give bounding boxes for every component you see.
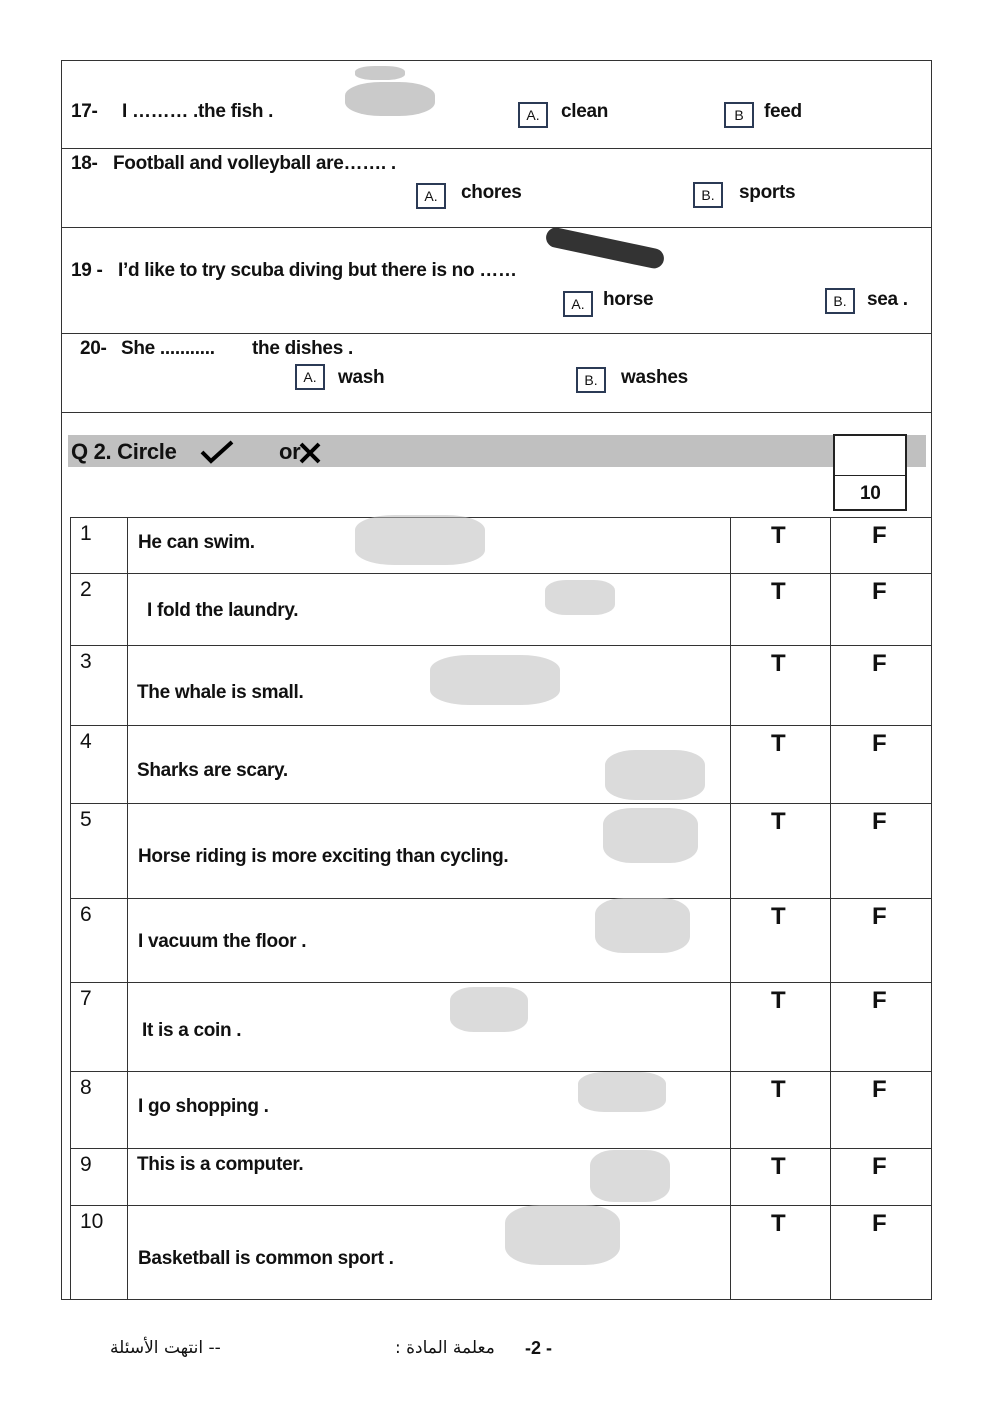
computer-image <box>590 1150 670 1202</box>
whale-image <box>430 655 560 705</box>
q20-option-a[interactable]: wash <box>338 367 385 388</box>
row-number: 9 <box>80 1153 92 1176</box>
vacuum-image <box>595 898 690 953</box>
true-option[interactable]: T <box>771 522 786 549</box>
q17-option-b-box[interactable]: B <box>724 102 754 128</box>
false-option[interactable]: F <box>872 650 887 677</box>
row-statement: Sharks are scary. <box>137 760 288 781</box>
q19-option-a[interactable]: horse <box>603 289 654 310</box>
true-option[interactable]: T <box>771 650 786 677</box>
row-divider <box>70 1148 932 1149</box>
false-option[interactable]: F <box>872 730 887 757</box>
score-value: 10 <box>860 483 881 504</box>
q18-number: 18- <box>71 153 98 174</box>
check-mark-icon <box>200 440 234 464</box>
q2-header-band <box>68 435 926 467</box>
false-option[interactable]: F <box>872 808 887 835</box>
col-divider <box>127 517 128 1300</box>
q17-stem: I ……… .the fish . <box>122 101 274 122</box>
col-divider <box>730 517 731 1300</box>
true-option[interactable]: T <box>771 578 786 605</box>
row-divider <box>70 645 932 646</box>
q20-stem-end: the dishes . <box>252 338 353 359</box>
shopping-image <box>578 1072 666 1112</box>
true-option[interactable]: T <box>771 808 786 835</box>
col-divider <box>830 517 831 1300</box>
row-divider <box>70 898 932 899</box>
q17-option-b[interactable]: feed <box>764 101 802 122</box>
q17-number: 17- <box>71 101 98 122</box>
row-number: 2 <box>80 578 92 601</box>
row-divider <box>70 803 932 804</box>
false-option[interactable]: F <box>872 1153 887 1180</box>
score-divider <box>835 475 905 476</box>
cross-mark-icon <box>299 442 321 464</box>
tf-table <box>70 517 932 1300</box>
row-statement: This is a computer. <box>137 1154 304 1175</box>
row-number: 4 <box>80 730 92 753</box>
fish-bowl-image <box>345 82 435 116</box>
row-divider <box>70 573 932 574</box>
false-option[interactable]: F <box>872 1076 887 1103</box>
row-number: 3 <box>80 650 92 673</box>
false-option[interactable]: F <box>872 987 887 1014</box>
basketball-image <box>505 1205 620 1265</box>
score-box <box>833 434 907 511</box>
footer-end-of-questions: -- انتهت الأسئلة <box>110 1338 221 1358</box>
row-statement: Horse riding is more exciting than cycling. <box>138 846 509 867</box>
true-option[interactable]: T <box>771 903 786 930</box>
q18-stem: Football and volleyball are……. . <box>113 153 396 174</box>
q19-stem: I’d like to try scuba diving but there is no …… <box>118 260 517 281</box>
shark-image <box>605 750 705 800</box>
q20-stem: She ........... <box>121 338 215 359</box>
true-option[interactable]: T <box>771 730 786 757</box>
q20-number: 20- <box>80 338 107 359</box>
q20-option-a-box[interactable]: A. <box>295 364 325 390</box>
row-number: 8 <box>80 1076 92 1099</box>
false-option[interactable]: F <box>872 578 887 605</box>
row-divider <box>70 1071 932 1072</box>
true-option[interactable]: T <box>771 1076 786 1103</box>
q18-option-b[interactable]: sports <box>739 182 796 203</box>
row-divider <box>70 982 932 983</box>
row-statement: It is a coin . <box>142 1020 242 1041</box>
row-divider <box>70 725 932 726</box>
q19-option-b-box[interactable]: B. <box>825 288 855 314</box>
false-option[interactable]: F <box>872 903 887 930</box>
horse-rider-image <box>603 808 698 863</box>
q19-number: 19 - <box>71 260 103 281</box>
row-number: 5 <box>80 808 92 831</box>
row-number: 10 <box>80 1210 104 1233</box>
footer-page-number: -2 - <box>525 1338 552 1358</box>
footer-teacher: معلمة المادة : <box>395 1338 495 1358</box>
q19-option-b[interactable]: sea . <box>867 289 908 310</box>
row-statement: Basketball is common sport . <box>138 1248 394 1269</box>
q2-or: or <box>279 439 301 464</box>
q18-option-a[interactable]: chores <box>461 182 522 203</box>
q17-option-a[interactable]: clean <box>561 101 609 122</box>
hand-image <box>355 66 405 80</box>
true-option[interactable]: T <box>771 987 786 1014</box>
row-statement: I vacuum the floor . <box>138 931 307 952</box>
true-option[interactable]: T <box>771 1210 786 1237</box>
row-number: 6 <box>80 903 92 926</box>
q17-option-a-box[interactable]: A. <box>518 102 548 128</box>
coin-image <box>450 987 528 1032</box>
q2-title: Q 2. Circle <box>71 439 177 464</box>
q20-option-b[interactable]: washes <box>621 367 688 388</box>
q19-option-a-box[interactable]: A. <box>563 291 593 317</box>
row-statement: The whale is small. <box>137 682 304 703</box>
swimmer-image <box>355 515 485 565</box>
divider <box>61 148 932 149</box>
divider <box>61 412 932 413</box>
row-statement: I go shopping . <box>138 1096 269 1117</box>
true-option[interactable]: T <box>771 1153 786 1180</box>
divider <box>61 227 932 228</box>
laundry-image <box>545 580 615 615</box>
row-statement: I fold the laundry. <box>147 600 299 621</box>
false-option[interactable]: F <box>872 1210 887 1237</box>
divider <box>61 333 932 334</box>
q18-option-b-box[interactable]: B. <box>693 182 723 208</box>
row-number: 1 <box>80 522 92 545</box>
row-statement: He can swim. <box>138 532 255 553</box>
row-divider <box>70 1205 932 1206</box>
q20-option-b-box[interactable]: B. <box>576 367 606 393</box>
q18-option-a-box[interactable]: A. <box>416 183 446 209</box>
row-number: 7 <box>80 987 92 1010</box>
false-option[interactable]: F <box>872 522 887 549</box>
